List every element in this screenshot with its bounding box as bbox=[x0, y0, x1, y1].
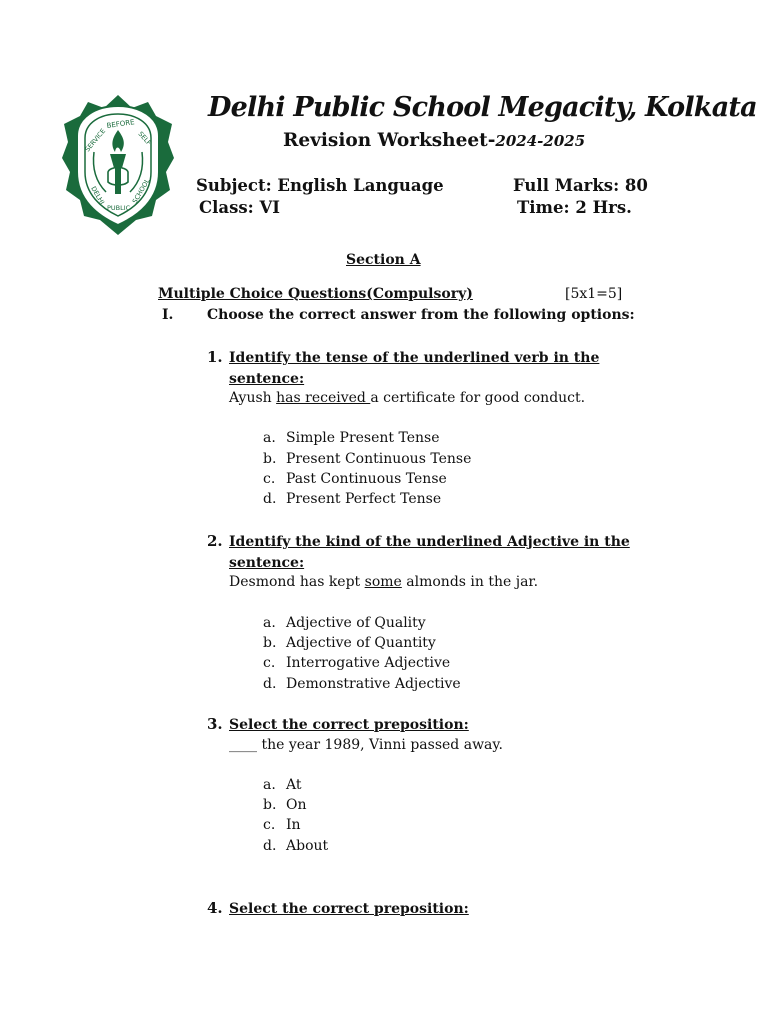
option-text: Present Continuous Tense bbox=[286, 451, 472, 467]
mcq-marks: [5x1=5] bbox=[565, 286, 623, 302]
underlined-verb: has received bbox=[276, 390, 371, 406]
sentence-text: a certificate for good conduct. bbox=[370, 390, 586, 406]
class-label: Class: VI bbox=[199, 198, 281, 217]
crest-text-self: SELF bbox=[136, 129, 153, 147]
question-text: Select the correct preposition: bbox=[229, 717, 469, 733]
crest-text-public: PUBLIC bbox=[107, 204, 131, 212]
option-letter: b. bbox=[263, 635, 277, 651]
question-sentence bbox=[229, 737, 503, 753]
sentence-text: almonds in the jar. bbox=[401, 574, 539, 590]
option-text: Adjective of Quality bbox=[286, 615, 426, 631]
crest-text-delhi: DELHI bbox=[89, 185, 106, 206]
crest-text-school: SCHOOL bbox=[130, 177, 152, 205]
sentence-text: the year 1989, Vinni passed away. bbox=[257, 737, 503, 753]
section-roman-numeral: I. bbox=[162, 307, 174, 323]
option-letter: c. bbox=[263, 471, 276, 487]
option-text: At bbox=[286, 777, 302, 793]
question-text: Select the correct preposition: bbox=[229, 901, 469, 917]
option-text: Demonstrative Adjective bbox=[286, 676, 461, 692]
option-letter: a. bbox=[263, 777, 276, 793]
option-letter: d. bbox=[263, 676, 277, 692]
option-letter: a. bbox=[263, 615, 276, 631]
worksheet-year: 2024-2025 bbox=[495, 132, 586, 150]
question-number: 4. bbox=[207, 899, 223, 917]
crest-text-service: SERVICE bbox=[83, 127, 108, 154]
sentence-text: Desmond has kept bbox=[229, 574, 365, 590]
option-letter: d. bbox=[263, 491, 277, 507]
section-title: Section A bbox=[346, 252, 421, 268]
question-number: 2. bbox=[207, 532, 223, 550]
school-crest-icon bbox=[58, 92, 178, 238]
question-number: 3. bbox=[207, 715, 223, 733]
option-text: Interrogative Adjective bbox=[286, 655, 451, 671]
option-text: Adjective of Quantity bbox=[286, 635, 436, 651]
option-text: In bbox=[286, 817, 301, 833]
option-text: Past Continuous Tense bbox=[286, 471, 447, 487]
section-instruction: Choose the correct answer from the following options: bbox=[207, 307, 635, 323]
worksheet-title-label: Revision Worksheet- bbox=[283, 130, 496, 151]
option-letter: b. bbox=[263, 797, 277, 813]
option-letter: c. bbox=[263, 655, 276, 671]
option-letter: b. bbox=[263, 451, 277, 467]
question-text-cont: sentence: bbox=[229, 371, 305, 387]
option-letter: a. bbox=[263, 430, 276, 446]
mcq-heading: Multiple Choice Questions(Compulsory) bbox=[158, 286, 473, 302]
option-letter: d. bbox=[263, 838, 277, 854]
subject-label: Subject: English Language bbox=[196, 176, 444, 195]
question-text-cont: sentence: bbox=[229, 555, 305, 571]
answer-blank: ____ bbox=[229, 737, 257, 753]
option-text: Simple Present Tense bbox=[286, 430, 440, 446]
underlined-adjective: some bbox=[364, 574, 402, 590]
option-text: Present Perfect Tense bbox=[286, 491, 442, 507]
worksheet-title bbox=[283, 130, 585, 151]
option-text: About bbox=[286, 838, 329, 854]
question-text: Identify the kind of the underlined Adjective in the bbox=[229, 534, 630, 550]
option-letter: c. bbox=[263, 817, 276, 833]
crest-text-before: BEFORE bbox=[106, 118, 136, 130]
option-text: On bbox=[286, 797, 307, 813]
question-sentence bbox=[229, 574, 538, 590]
full-marks-label: Full Marks: 80 bbox=[513, 176, 648, 195]
time-label: Time: 2 Hrs. bbox=[517, 198, 632, 217]
question-number: 1. bbox=[207, 348, 223, 366]
question-text: Identify the tense of the underlined verb in the bbox=[229, 350, 600, 366]
sentence-text: Ayush bbox=[229, 390, 277, 406]
school-name: Delhi Public School Megacity, Kolkata bbox=[208, 92, 757, 123]
question-sentence bbox=[229, 390, 585, 406]
